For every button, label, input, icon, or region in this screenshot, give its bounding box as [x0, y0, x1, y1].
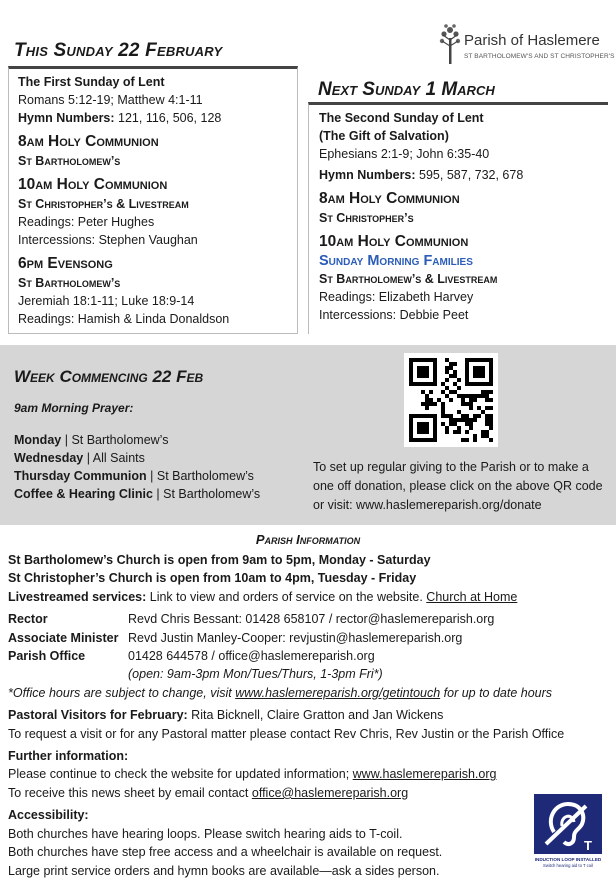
- service-10am-title: 10am Holy Communion: [18, 176, 168, 193]
- next-service-8am-title: 8am Holy Communion: [319, 190, 460, 207]
- this-sunday-readings: Romans 5:12-19; Matthew 4:1-11: [18, 93, 203, 107]
- svg-text:INDUCTION LOOP INSTALLED: INDUCTION LOOP INSTALLED: [534, 857, 602, 862]
- hearing-loop-icon: [532, 792, 604, 872]
- pastoral-contact: To request a visit or for any Pastoral matter please contact Rev Chris, Rev Justin or the Parish Office: [8, 726, 565, 741]
- accessibility-step-free: Both churches have step free access and a wheelchair is available on request.: [8, 845, 443, 860]
- week-commencing-band: [0, 345, 616, 525]
- week-row-monday: Monday | St Bartholomew’s: [14, 433, 169, 447]
- parish-info-heading: Parish Information: [255, 532, 361, 547]
- service-6pm-location: St Bartholomew’s: [18, 276, 121, 290]
- svg-text:Switch hearing aid to T coil: Switch hearing aid to T coil: [543, 863, 593, 868]
- week-row-coffee: Coffee & Hearing Clinic | St Bartholomew’s: [14, 487, 261, 501]
- parish-office-row: Parish Office 01428 644578 / office@haslemereparish.org: [8, 649, 375, 664]
- parish-logo: [436, 22, 615, 70]
- further-info-text: Please continue to check the website for updated information; www.haslemereparish.org: [8, 767, 497, 782]
- office-email-link[interactable]: office@haslemereparish.org: [251, 785, 409, 800]
- service-10am-location: St Christopher’s & Livestream: [18, 197, 189, 211]
- this-sunday-box: [8, 66, 298, 334]
- service-8am-location: St Bartholomew’s: [18, 154, 121, 168]
- next-service-10am-intercessions: Intercessions: Debbie Peet: [319, 308, 469, 322]
- week-heading: Week Commencing 22 Feb: [14, 367, 204, 386]
- service-8am-title: 8am Holy Communion: [18, 133, 159, 150]
- office-hours-note: *Office hours are subject to change, visit www.haslemereparish.org/getintouch for up to date hours: [8, 685, 553, 700]
- open-hours-st-christophers: St Christopher’s Church is open from 10am to 4pm, Tuesday - Friday: [8, 571, 417, 586]
- next-sunday-day-name: The Second Sunday of Lent: [319, 111, 484, 125]
- next-sunday-day-subtitle: (The Gift of Salvation): [319, 129, 449, 143]
- service-10am-intercessions: Intercessions: Stephen Vaughan: [18, 233, 198, 247]
- this-sunday-day-name: The First Sunday of Lent: [18, 75, 165, 89]
- pastoral-visitors: Pastoral Visitors for February: Rita Bicknell, Claire Gratton and Jan Wickens: [8, 708, 444, 723]
- this-sunday-heading: This Sunday 22 February: [14, 40, 223, 61]
- parish-info-section: [8, 551, 612, 880]
- giving-text: To set up regular giving to the Parish or to make a one off donation, please click on the above QR code or visit: www.haslemereparish.org/donate: [313, 460, 603, 512]
- this-sunday-hymns: Hymn Numbers: 121, 116, 506, 128: [18, 111, 222, 125]
- church-at-home-link[interactable]: Church at Home: [426, 589, 518, 604]
- logo-subtitle: ST BARTHOLOMEW'S AND ST CHRISTOPHER'S: [464, 53, 615, 60]
- associate-minister-row: Associate Minister Revd Justin Manley-Cooper: revjustin@haslemereparish.org: [8, 630, 463, 645]
- hearing-loop-sign: [532, 792, 604, 872]
- rector-row: Rector Revd Chris Bessant: 01428 658107 / rector@haslemereparish.org: [8, 612, 495, 627]
- week-row-wednesday: Wednesday | All Saints: [14, 451, 145, 465]
- service-6pm-readings-text: Jeremiah 18:1-11; Luke 18:9-14: [18, 294, 195, 308]
- get-in-touch-link[interactable]: www.haslemereparish.org/getintouch: [235, 685, 441, 700]
- next-sunday-box: [308, 102, 608, 334]
- accessibility-label: Accessibility:: [8, 808, 89, 823]
- svg-text:T: T: [584, 838, 592, 853]
- accessibility-large-print: Large print service orders and hymn books are available—ask a sides person.: [8, 863, 440, 878]
- logo-name: Parish of Haslemere: [464, 32, 600, 49]
- open-hours-st-bartholomews: St Bartholomew’s Church is open from 9am to 5pm, Monday - Saturday: [8, 553, 431, 567]
- tree-icon: [438, 22, 462, 66]
- next-sunday-readings: Ephesians 2:1-9; John 6:35-40: [319, 147, 490, 161]
- week-schedule: [14, 431, 260, 503]
- service-6pm-readers: Readings: Hamish & Linda Donaldson: [18, 312, 230, 326]
- next-service-10am-location: St Bartholomew’s & Livestream: [319, 272, 498, 286]
- donation-qr-code[interactable]: [404, 353, 498, 447]
- morning-prayer-label: 9am Morning Prayer:: [14, 401, 134, 415]
- office-hours-row: (open: 9am-3pm Mon/Tues/Thurs, 1-3pm Fri*): [128, 667, 383, 682]
- website-link[interactable]: www.haslemereparish.org: [352, 767, 497, 782]
- families-service-label: Sunday Morning Families: [319, 253, 473, 269]
- service-10am-readings: Readings: Peter Hughes: [18, 215, 155, 229]
- next-service-8am-location: St Christopher’s: [319, 211, 414, 225]
- next-sunday-heading: Next Sunday 1 March: [318, 79, 495, 100]
- next-service-10am-title: 10am Holy Communion: [319, 233, 469, 250]
- service-6pm-title: 6pm Evensong: [18, 255, 113, 272]
- next-sunday-hymns: Hymn Numbers: 595, 587, 732, 678: [319, 168, 524, 182]
- further-info-label: Further information:: [8, 749, 129, 764]
- next-service-10am-readings: Readings: Elizabeth Harvey: [319, 290, 474, 304]
- accessibility-hearing-loops: Both churches have hearing loops. Please switch hearing aids to T-coil.: [8, 826, 403, 841]
- livestream-line: Livestreamed services: Link to view and orders of service on the website. Church at Home: [8, 589, 518, 604]
- week-row-thursday: Thursday Communion | St Bartholomew’s: [14, 469, 254, 483]
- email-subscribe-text: To receive this news sheet by email contact office@haslemereparish.org: [8, 785, 409, 800]
